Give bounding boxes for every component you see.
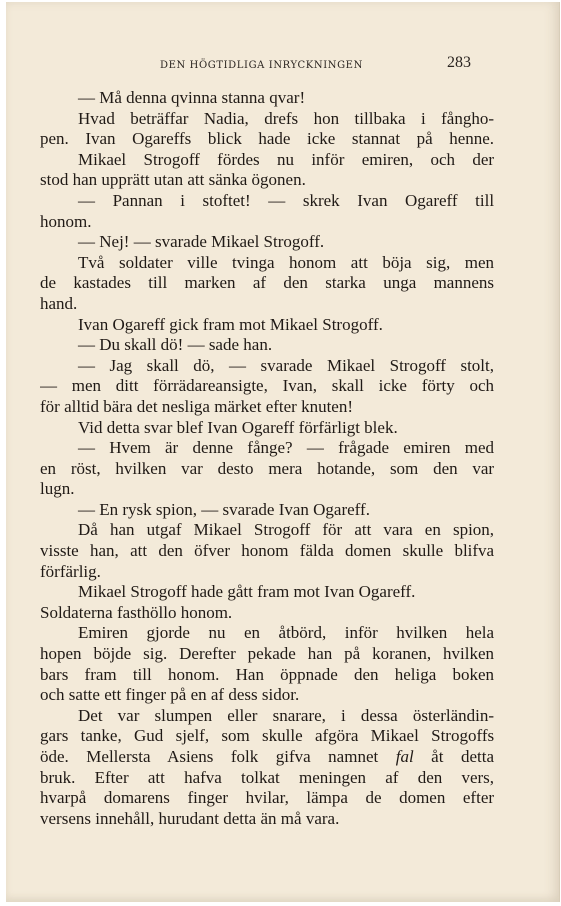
text-line: — Hvem är denne fånge? — frågade emiren med — [78, 438, 494, 458]
page-header — [6, 54, 559, 76]
text-line: Soldaterna fasthöllo honom. — [40, 602, 233, 622]
text-line: och satte ett finger på en af dess sidor. — [40, 685, 300, 705]
text-line: honom. — [40, 211, 92, 231]
text-line: Vid detta svar blef Ivan Ogareff förfärligt blek. — [78, 417, 398, 437]
italic-word: fal — [395, 747, 414, 766]
text-line: en röst, hvilken var desto mera hotande, som den var — [40, 458, 494, 478]
text-line: Mikael Strogoff hade gått fram mot Ivan Ogareff. — [78, 582, 416, 602]
text-line: Hvad beträffar Nadia, drefs hon tillbaka i fångho- — [78, 108, 494, 128]
text-line: öde. Mellersta Asiens folk gifva namnet fal åt detta — [40, 747, 494, 766]
text-line: visste han, att den öfver honom fälda domen skulle blifva — [40, 541, 494, 561]
text-line: — Nej! — svarade Mikael Strogoff. — [78, 232, 325, 252]
text-line: — En rysk spion, — svarade Ivan Ogareff. — [78, 499, 370, 519]
body-text — [40, 88, 494, 829]
text-line: versens innehåll, hurudant detta än må vara. — [40, 808, 340, 828]
text-line: pen. Ivan Ogareffs blick hade icke stannat på henne. — [40, 129, 494, 149]
text-line: Det var slumpen eller snarare, i dessa österländin- — [78, 705, 494, 725]
text-line: de kastades till marken af den starka unga mannens — [40, 273, 494, 293]
text-line: gars tanke, Gud sjelf, som skulle afgöra Mikael Strogoffs — [40, 726, 494, 746]
text-line: — Jag skall dö, — svarade Mikael Strogoff stolt, — [78, 355, 494, 375]
text-line: Då han utgaf Mikael Strogoff för att vara en spion, — [78, 520, 494, 540]
text-line: — Må denna qvinna stanna qvar! — [78, 88, 306, 107]
text-line: Emiren gjorde nu en åtbörd, inför hvilken hela — [78, 623, 494, 643]
text-line: Ivan Ogareff gick fram mot Mikael Strogoff. — [78, 314, 383, 334]
running-head: DEN HÖGTIDLIGA INRYCKNINGEN — [160, 60, 363, 71]
text-line: bruk. Efter att hafva tolkat meningen af den vers, — [40, 767, 494, 787]
text-line: bars fram till honom. Han öppnade den heliga boken — [40, 664, 494, 684]
text-line: lugn. — [40, 479, 75, 499]
text-line: Mikael Strogoff fördes nu inför emiren, och der — [78, 149, 494, 169]
text-line: — Du skall dö! — sade han. — [78, 335, 273, 355]
text-line: — Pannan i stoftet! — skrek Ivan Ogareff till — [78, 190, 494, 210]
text-line: för alltid bära det nesliga märket efter knuten! — [40, 396, 354, 416]
page-number: 283 — [447, 54, 471, 71]
text-line: stod han upprätt utan att sänka ögonen. — [40, 170, 306, 190]
text-line: — men ditt förrädareansigte, Ivan, skall icke förty och — [40, 376, 494, 396]
text-line: hvarpå domarens finger hvilar, lämpa de domen efter — [40, 788, 494, 808]
text-line: Två soldater ville tvinga honom att böja sig, men — [78, 252, 494, 272]
text-line: förfärlig. — [40, 561, 101, 581]
book-page — [6, 2, 560, 902]
text-line: hand. — [40, 293, 78, 313]
text-line: hopen böjde sig. Derefter pekade han på koranen, hvilken — [40, 644, 494, 664]
